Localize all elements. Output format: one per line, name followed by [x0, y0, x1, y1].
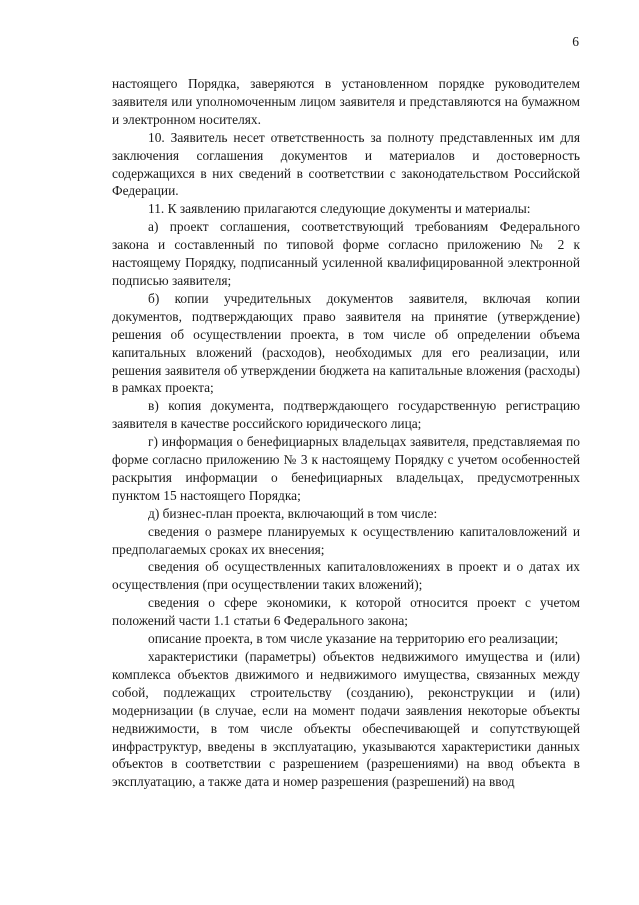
page-number: 6 [572, 34, 579, 49]
paragraph-item-10: 10. Заявитель несет ответственность за полноту представленных им для заключения соглашения документов и материалов и достоверность содержащихся в них сведений в соответствии с законодательством Российской Федерации. [112, 129, 580, 199]
subitem-d: д) бизнес-план проекта, включающий в том числе: [148, 505, 438, 521]
subitem-b: б) копии учредительных документов заявителя, включая копии документов, подтверждающих право заявителя на принятие (утверждение) решения об осуществлении проекта, в том числе об определении объема капитальных вложений (расходов), необходимых для его реализации, или решения заявителя об утверждении бюджета на капитальные вложения (расходы) в рамках проекта; [112, 290, 580, 396]
business-plan-item-property-characteristics: характеристики (параметры) объектов недвижимого имущества и (или) комплекса объектов движимого и недвижимого имущества, связанных между собой, подлежащих строительству (созданию), реконструкции и (или) модернизации (в случае, если на момент подачи заявления некоторые объекты недвижимости, в том числе объекты обеспечивающей и сопутствующей инфраструктур, введены в эксплуатацию, указываются характеристики данных объектов в соответствии с разрешением (разрешениями) на ввод объекта в эксплуатацию, а также дата и номер разрешения (разрешений) на ввод [112, 649, 580, 790]
business-plan-item-investment-size: сведения о размере планируемых к осуществлению капиталовложений и предполагаемых сроках их внесения; [112, 523, 580, 557]
business-plan-item-investments-made: сведения об осуществленных капиталовложениях в проект и о датах их осуществления (при осуществлении таких вложений); [112, 559, 580, 593]
subitem-g: г) информация о бенефициарных владельцах заявителя, представляемая по форме согласно приложению № 3 к настоящему Порядку с учетом особенностей раскрытия информации о бенефициарных владельцах, предусмотренных пунктом 15 настоящего Порядка; [112, 434, 580, 503]
subitem-a: а) проект соглашения, соответствующий требованиям Федерального закона и составленный по типовой форме согласно приложению № 2 к настоящему Порядку, подписанный усиленной квалифицированной электронной подписью заявителя; [112, 219, 580, 288]
document-body [112, 75, 580, 791]
paragraph-continuation: настоящего Порядка, заверяются в установленном порядке руководителем заявителя или уполномоченным лицом заявителя и представляются на бумажном и электронном носителях. [112, 76, 580, 127]
business-plan-item-project-description: описание проекта, в том числе указание на территорию его реализации; [148, 631, 559, 647]
business-plan-item-economic-sphere: сведения о сфере экономики, к которой относится проект с учетом положений части 1.1 статьи 6 Федерального закона; [112, 595, 580, 629]
subitem-v: в) копия документа, подтверждающего государственную регистрацию заявителя в качестве российского юридического лица; [112, 398, 580, 432]
paragraph-item-11: 11. К заявлению прилагаются следующие документы и материалы: [148, 201, 531, 217]
